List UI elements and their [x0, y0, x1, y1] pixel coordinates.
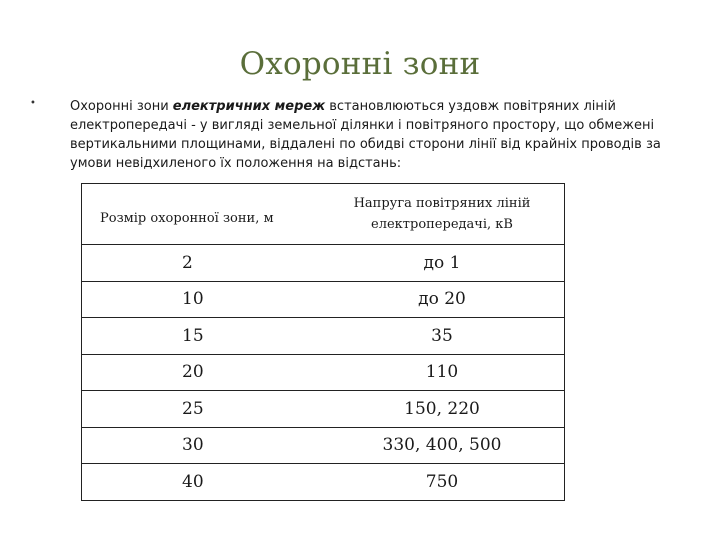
- security-zone-table: [81, 183, 565, 501]
- table-row: [82, 281, 565, 318]
- bullet-text-rest: встановлюються уздовж повітряних ліній електропередачі - у вигляді земельної ділянки і повітряного простору, що обмежені вертикальними площинами, віддалені по обидві сторони лінії від крайніх проводів за умови невідхиленого їх положення на відстань:: [70, 99, 661, 171]
- table-row: [82, 318, 565, 355]
- cell-zone-size: 20: [82, 354, 321, 391]
- cell-voltage: 110: [320, 354, 565, 391]
- table-row: [82, 464, 565, 501]
- header-zone-size: Розмір охоронної зони, м: [100, 210, 274, 226]
- cell-zone-size: 10: [82, 281, 321, 318]
- header-voltage: Напруга повітряних ліній електропередачі, кВ: [353, 196, 531, 232]
- table-row: [82, 245, 565, 282]
- cell-zone-size: 30: [82, 427, 321, 464]
- cell-voltage: 330, 400, 500: [320, 427, 565, 464]
- bullet-text: [70, 97, 670, 173]
- cell-zone-size: 15: [82, 318, 321, 355]
- cell-zone-size: 40: [82, 464, 321, 501]
- cell-voltage: 150, 220: [320, 391, 565, 428]
- cell-zone-size: 2: [82, 245, 321, 282]
- cell-voltage: 35: [320, 318, 565, 355]
- cell-voltage: 750: [320, 464, 565, 501]
- table-row: [82, 354, 565, 391]
- cell-voltage: до 1: [320, 245, 565, 282]
- bullet-marker: •: [30, 98, 36, 109]
- slide-title: Охоронні зони: [239, 46, 481, 82]
- bullet-text-start: Охоронні зони: [70, 99, 173, 114]
- table-header-row: [82, 184, 565, 245]
- bullet-text-emphasis: електричних мереж: [172, 99, 326, 114]
- table-row: [82, 391, 565, 428]
- table-row: [82, 427, 565, 464]
- cell-voltage: до 20: [320, 281, 565, 318]
- cell-zone-size: 25: [82, 391, 321, 428]
